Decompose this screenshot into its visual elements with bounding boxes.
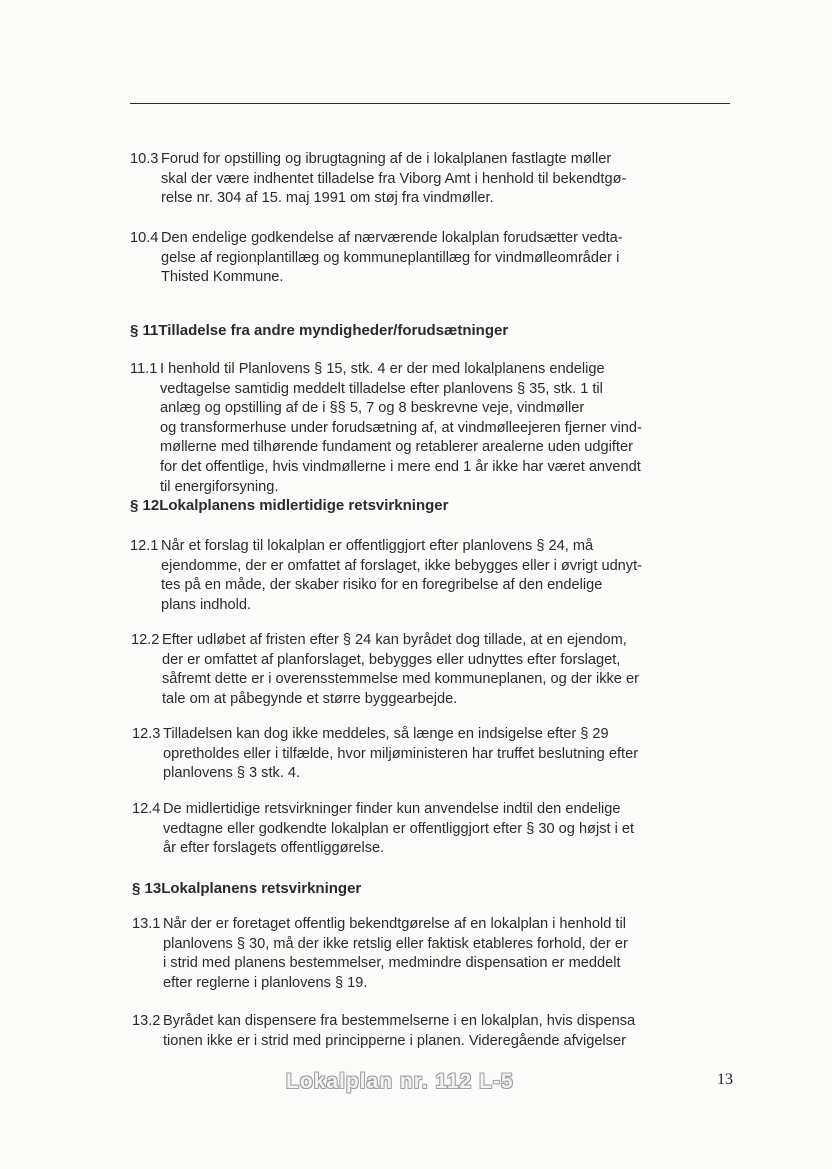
paragraph-line: år efter forslagets offentliggørelse. [163, 840, 385, 857]
paragraph-line: ejendomme, der er omfattet af forslaget, ikke bebygges eller i øvrigt udnyt- [161, 557, 643, 574]
paragraph-number: 12.4 [132, 801, 161, 817]
paragraph-line: såfremt dette er i overensstemmelse med kommuneplanen, og der ikke er [162, 671, 639, 688]
paragraph-line: møllerne med tilhørende fundament og retablerer arealerne uden udgifter [160, 439, 633, 456]
paragraph-line: planlovens § 30, må der ikke retslig eller faktisk etableres forhold, der er [163, 935, 628, 952]
section-heading-11: § 11Tilladelse fra andre myndigheder/forudsætninger [130, 322, 509, 339]
paragraph-line: Når et forslag til lokalplan er offentliggjort efter planlovens § 24, må [161, 538, 594, 554]
paragraph-number: 13.1 [132, 916, 161, 932]
paragraph-line: tionen ikke er i strid med principperne i planen. Videregående afvigelser [163, 1032, 626, 1049]
paragraph-number: 12.2 [131, 632, 160, 648]
paragraph-number: 10.3 [130, 151, 159, 167]
paragraph-12-3 [132, 725, 638, 784]
paragraph-line: der er omfattet af planforslaget, bebygges eller udnyttes efter forslaget, [162, 651, 621, 668]
paragraph-line: tes på en måde, der skaber risiko for en foregribelse af den endelige [161, 577, 603, 594]
paragraph-11-1 [130, 360, 642, 497]
paragraph-line: skal der være indhentet tilladelse fra Viborg Amt i henhold til bekendtgø- [161, 170, 627, 187]
paragraph-line: Tilladelsen kan dog ikke meddeles, så længe en indsigelse efter § 29 [163, 726, 609, 742]
paragraph-line: relse nr. 304 af 15. maj 1991 om støj fra vindmøller. [161, 190, 494, 207]
paragraph-line: Efter udløbet af fristen efter § 24 kan byrådet dog tillade, at en ejendom, [162, 632, 627, 648]
paragraph-line: Den endelige godkendelse af nærværende lokalplan forudsætter vedta- [161, 230, 623, 246]
paragraph-number: 12.3 [132, 726, 161, 742]
paragraph-line: Byrådet kan dispensere fra bestemmelserne i en lokalplan, hvis dispensa [163, 1013, 636, 1029]
paragraph-line: i strid med planens bestemmelser, medmindre dispensation er meddelt [163, 955, 621, 972]
section-heading-13: § 13Lokalplanens retsvirkninger [132, 880, 362, 897]
paragraph-10-4 [130, 229, 623, 288]
paragraph-line: I henhold til Planlovens § 15, stk. 4 er der med lokalplanens endelige [160, 361, 605, 377]
paragraph-line: og transformerhuse under forudsætning af, at vindmølleejeren fjerner vind- [160, 419, 642, 436]
paragraph-number: 11.1 [130, 361, 158, 377]
paragraph-line: efter reglerne i planlovens § 19. [163, 974, 368, 991]
paragraph-line: planlovens § 3 stk. 4. [163, 765, 301, 782]
paragraph-number: 12.1 [130, 538, 159, 554]
header-rule [130, 103, 730, 104]
paragraph-10-3 [130, 150, 626, 209]
paragraph-line: tale om at påbegynde et større byggearbejde. [162, 690, 458, 707]
page-number: 13 [717, 1071, 733, 1088]
paragraph-line: for det offentlige, hvis vindmøllerne i mere end 1 år ikke har været anvendt [160, 458, 641, 475]
paragraph-12-1 [130, 537, 642, 615]
paragraph-line: plans indhold. [161, 596, 252, 613]
paragraph-line: vedtagelse samtidig meddelt tilladelse efter planlovens § 35, stk. 1 til [160, 380, 603, 397]
paragraph-line: vedtagne eller godkendte lokalplan er offentliggjort efter § 30 og højst i et [163, 820, 635, 837]
paragraph-number: 10.4 [130, 230, 159, 246]
paragraph-line: gelse af regionplantillæg og kommuneplantillæg for vindmølleområder i [161, 249, 620, 266]
section-heading-12: § 12Lokalplanens midlertidige retsvirkninger [130, 497, 449, 514]
paragraph-line: anlæg og opstilling af de i §§ 5, 7 og 8 beskrevne veje, vindmøller [160, 400, 585, 417]
paragraph-12-2 [131, 631, 639, 709]
footer-plan-title: Lokalplan nr. 112 L-5 [286, 1070, 514, 1093]
paragraph-12-4 [132, 800, 634, 859]
paragraph-line: Når der er foretaget offentlig bekendtgørelse af en lokalplan i henhold til [163, 916, 626, 932]
paragraph-number: 13.2 [132, 1013, 161, 1029]
paragraph-line: opretholdes eller i tilfælde, hvor miljøministeren har truffet beslutning efter [163, 745, 639, 762]
paragraph-13-1 [132, 915, 628, 993]
paragraph-line: til energiforsyning. [160, 478, 279, 495]
paragraph-13-2 [132, 1012, 635, 1051]
paragraph-line: Thisted Kommune. [161, 269, 284, 286]
paragraph-line: De midlertidige retsvirkninger finder kun anvendelse indtil den endelige [163, 801, 621, 817]
paragraph-line: Forud for opstilling og ibrugtagning af de i lokalplanen fastlagte møller [161, 151, 612, 167]
